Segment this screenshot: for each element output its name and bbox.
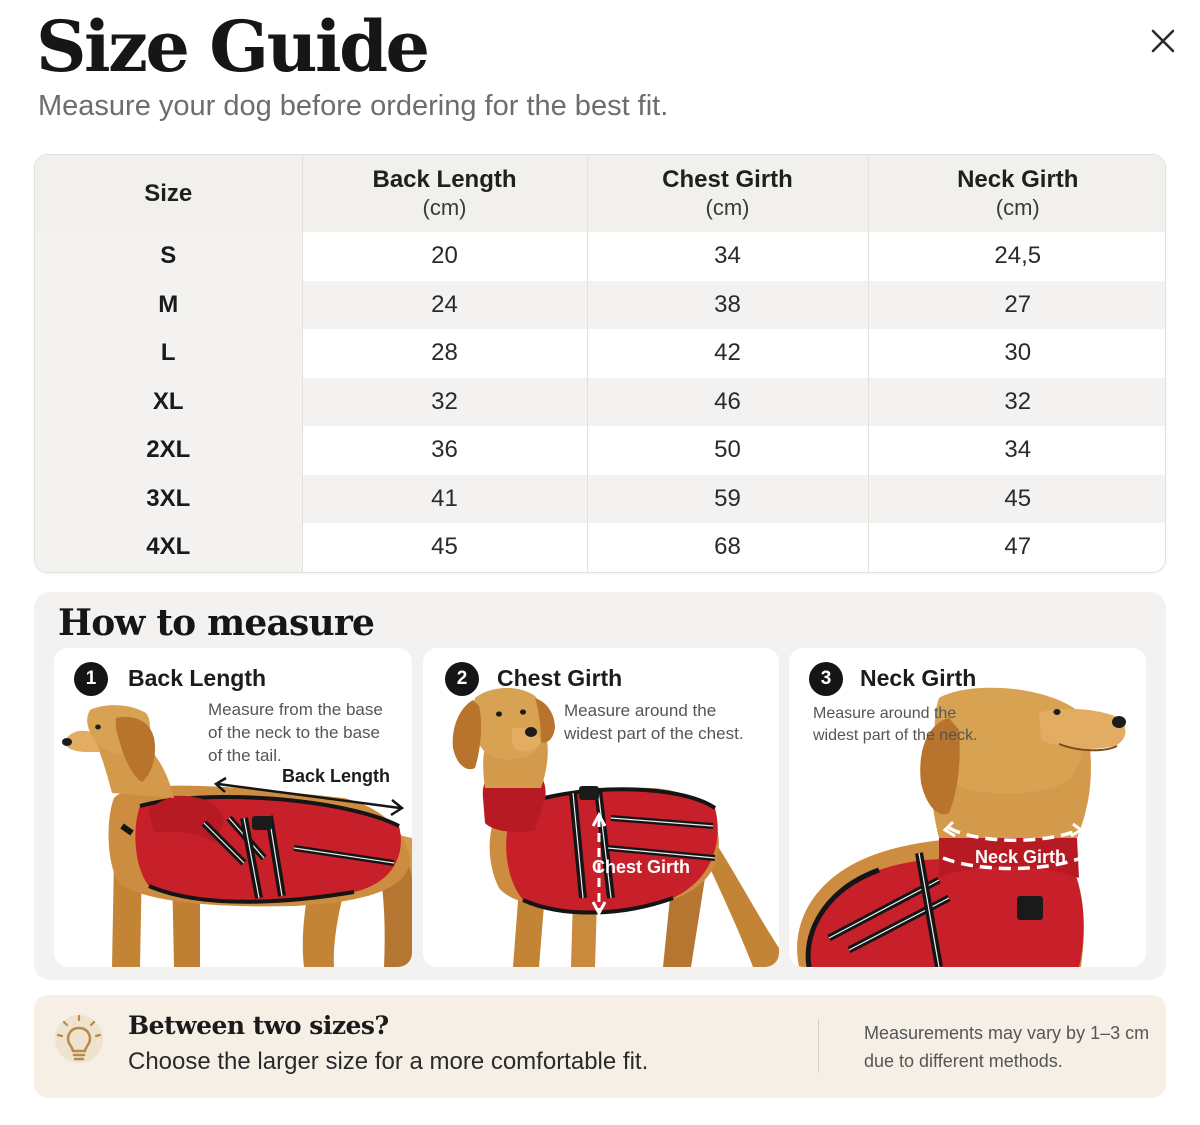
- header-back-length: [302, 155, 587, 232]
- header-neck-girth: [868, 155, 1166, 232]
- step-3-title: Neck Girth: [860, 665, 977, 691]
- back-length-cell: 41: [302, 475, 587, 524]
- neck-girth-cell: 47: [868, 523, 1166, 572]
- header-back-length-unit: (cm): [422, 194, 467, 220]
- lightbulb-icon: [50, 1011, 108, 1069]
- header-size-label: Size: [144, 179, 193, 207]
- chest-girth-cell: 59: [587, 475, 868, 524]
- back-length-cell: 36: [302, 426, 587, 475]
- step-2-description: Measure around the widest part of the chest.: [564, 701, 744, 743]
- dog-back-length-illustration: [54, 648, 412, 967]
- chest-girth-cell: 50: [587, 426, 868, 475]
- tip-note: Measurements may vary by 1–3 cm due to different methods.: [864, 1023, 1150, 1071]
- table-row: [35, 329, 1166, 378]
- size-cell: 4XL: [35, 523, 302, 572]
- table-row: [35, 475, 1166, 524]
- neck-girth-cell: 34: [868, 426, 1166, 475]
- header-back-length-label: Back Length: [372, 165, 517, 193]
- page-subtitle: Measure your dog before ordering for the best fit.: [38, 90, 669, 122]
- size-cell: L: [35, 329, 302, 378]
- neck-girth-cell: 30: [868, 329, 1166, 378]
- back-length-cell: 32: [302, 378, 587, 427]
- tip-title: Between two sizes?: [128, 1011, 389, 1040]
- measure-card-back-length: [54, 648, 412, 967]
- table-row: [35, 378, 1166, 427]
- size-chart-table: [35, 155, 1166, 572]
- header-chest-girth: [587, 155, 868, 232]
- size-cell: S: [35, 232, 302, 281]
- neck-girth-cell: 24,5: [868, 232, 1166, 281]
- tip-text: Choose the larger size for a more comfortable fit.: [128, 1048, 649, 1075]
- page-title: Size Guide: [36, 5, 428, 88]
- dog-chest-girth-illustration: [423, 648, 779, 967]
- table-header-row: [35, 155, 1166, 232]
- neck-girth-diagram-label: Neck Girth: [975, 847, 1067, 867]
- back-length-diagram-label: Back Length: [282, 766, 391, 786]
- chest-girth-cell: 68: [587, 523, 868, 572]
- dog-neck-girth-illustration: [789, 648, 1146, 967]
- table-row: [35, 426, 1166, 475]
- measure-card-neck-girth: [789, 648, 1146, 967]
- close-icon[interactable]: [1146, 24, 1180, 58]
- header-chest-girth-unit: (cm): [705, 194, 750, 220]
- step-2-title: Chest Girth: [497, 665, 623, 691]
- size-cell: 2XL: [35, 426, 302, 475]
- chest-girth-cell: 42: [587, 329, 868, 378]
- tip-divider: [818, 1019, 819, 1073]
- measure-card-chest-girth: [423, 648, 779, 967]
- back-length-cell: 20: [302, 232, 587, 281]
- step-3-badge: 3: [809, 662, 843, 696]
- neck-girth-cell: 32: [868, 378, 1166, 427]
- step-1-badge: 1: [74, 662, 108, 696]
- size-cell: 3XL: [35, 475, 302, 524]
- step-1-description: Measure from the base of the neck to the base of the tail.: [208, 700, 383, 765]
- header-size: [35, 155, 302, 232]
- header-neck-girth-unit: (cm): [995, 194, 1040, 220]
- how-to-measure-title: How to measure: [58, 602, 375, 644]
- chest-girth-diagram-label: Chest Girth: [592, 857, 691, 877]
- step-3-description: Measure around the widest part of the neck.: [813, 705, 978, 744]
- between-sizes-tip: [34, 995, 1166, 1098]
- header-neck-girth-label: Neck Girth: [957, 165, 1079, 193]
- step-2-badge: 2: [445, 662, 479, 696]
- size-cell: XL: [35, 378, 302, 427]
- chest-girth-cell: 34: [587, 232, 868, 281]
- table-row: [35, 281, 1166, 330]
- how-to-measure-panel: [34, 592, 1166, 980]
- back-length-cell: 45: [302, 523, 587, 572]
- neck-girth-cell: 27: [868, 281, 1166, 330]
- table-row: [35, 232, 1166, 281]
- size-cell: M: [35, 281, 302, 330]
- size-table: [34, 154, 1166, 573]
- header-chest-girth-label: Chest Girth: [662, 165, 793, 193]
- step-1-title: Back Length: [128, 665, 267, 691]
- back-length-cell: 24: [302, 281, 587, 330]
- neck-girth-cell: 45: [868, 475, 1166, 524]
- back-length-cell: 28: [302, 329, 587, 378]
- table-row: [35, 523, 1166, 572]
- chest-girth-cell: 38: [587, 281, 868, 330]
- chest-girth-cell: 46: [587, 378, 868, 427]
